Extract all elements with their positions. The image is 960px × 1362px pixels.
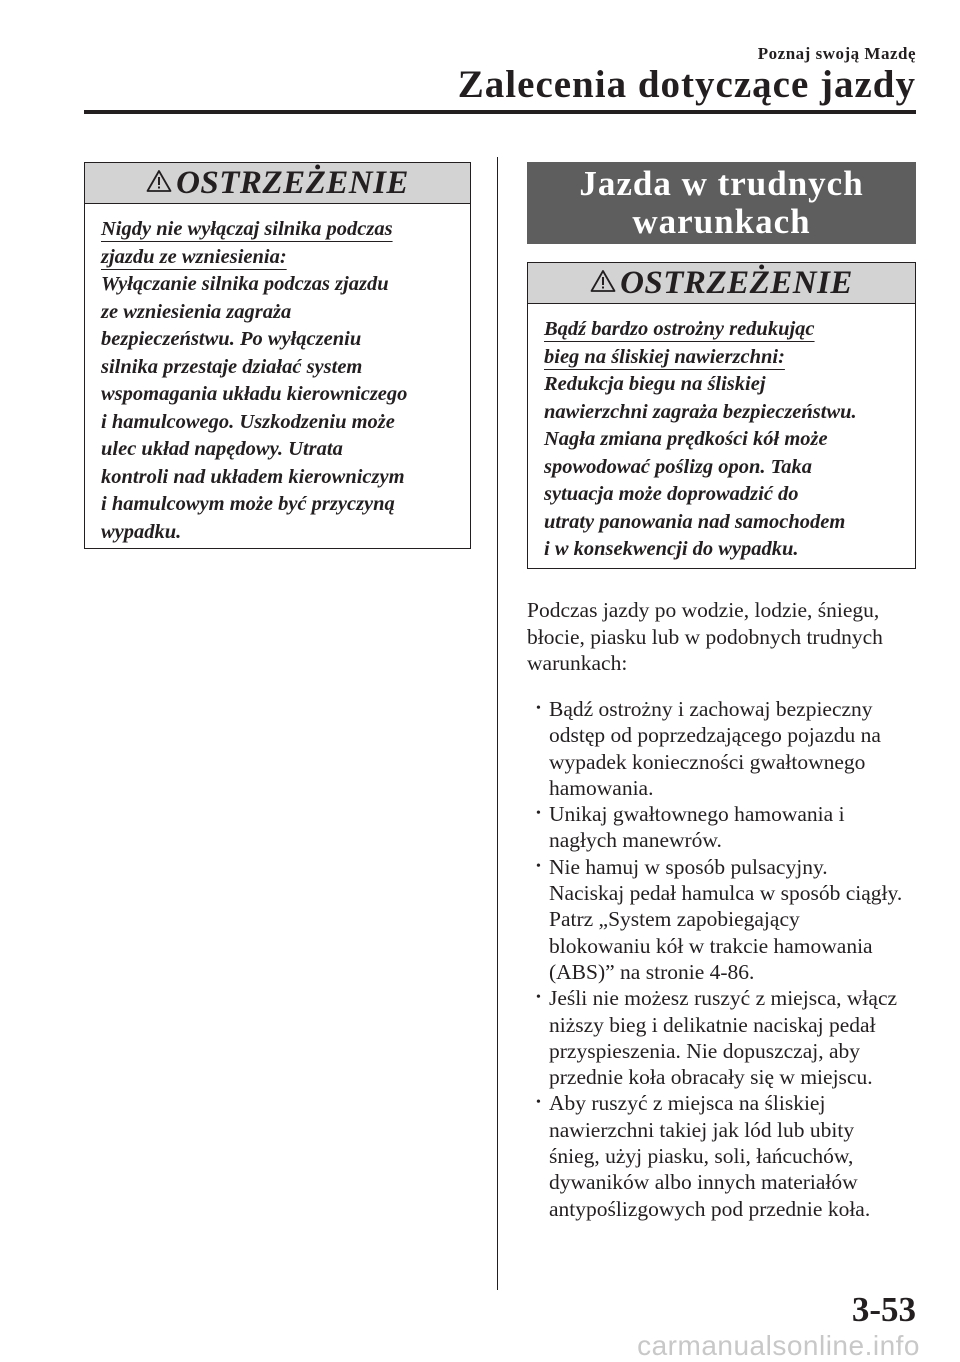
list-item-line: odstęp od poprzedzającego pojazdu na [549, 723, 881, 748]
warning-heading-line: Nigdy nie wyłączaj silnika podczas [101, 218, 393, 240]
list-item [527, 1090, 922, 1221]
list-item-line: antypoślizgowych pod przednie koła. [549, 1196, 871, 1221]
warning-text-line: utraty panowania nad samochodem [544, 510, 846, 533]
section-label: Poznaj swoją Mazdę [757, 44, 916, 63]
warning-text-line: spowodować poślizg opon. Taka [544, 455, 813, 478]
warning-body [85, 204, 470, 562]
list-item-line: przednie koła obracały się w miejscu. [549, 1065, 873, 1090]
warning-box-left [84, 162, 471, 549]
warning-header [85, 163, 470, 204]
list-item-line: wypadek konieczności gwałtownego [549, 749, 866, 774]
chapter-title: Zalecenia dotyczące jazdy [457, 63, 916, 106]
list-item [527, 696, 922, 801]
watermark: carmanualsonline.info [637, 1330, 920, 1361]
intro-paragraph [527, 597, 922, 677]
intro-line: Podczas jazdy po wodzie, lodzie, śniegu, [527, 598, 880, 622]
column-divider [497, 157, 498, 1290]
list-item-line: przyspieszenia. Nie dopuszczaj, aby [549, 1038, 861, 1063]
warning-text-line: i w konsekwencji do wypadku. [544, 538, 799, 560]
bullet-icon: • [536, 701, 541, 716]
warning-title: OSTRZEŻENIE [620, 264, 853, 301]
warning-text-line: silnika przestaje działać system [101, 355, 363, 378]
list-item-line: Patrz „System zapobiegający [549, 907, 800, 932]
warning-text-line: Nagła zmiana prędkości kół może [544, 428, 828, 450]
section-title-line: warunkach [632, 202, 811, 241]
warning-text-line: wypadku. [101, 520, 182, 543]
list-item-line: Unikaj gwałtownego hamowania i [549, 802, 845, 827]
list-item [527, 854, 922, 985]
list-item-line: niższy bieg i delikatnie naciskaj pedał [549, 1012, 876, 1037]
warning-title: OSTRZEŻENIE [176, 164, 409, 201]
warning-heading-line: bieg na śliskiej nawierzchni: [544, 345, 785, 368]
list-item-line: dywaników albo innych materiałów [549, 1170, 858, 1195]
warning-text-line: ulec układ napędowy. Utrata [101, 438, 343, 460]
intro-line: warunkach: [527, 651, 628, 675]
warning-heading-line: Bądź bardzo ostrożny redukując [544, 318, 815, 340]
list-item [527, 801, 922, 854]
page-number: 3-53 [851, 1290, 916, 1329]
list-item-line: Jeśli nie możesz ruszyć z miejsca, włącz [549, 986, 898, 1011]
warning-box-right [527, 262, 916, 569]
list-item-line: (ABS)” na stronie 4-86. [549, 959, 755, 984]
list-item-line: nagłych manewrów. [549, 828, 722, 853]
bullet-icon: • [536, 858, 541, 874]
warning-text-line: kontroli nad układem kierowniczym [101, 465, 405, 488]
section-title [527, 162, 916, 244]
warning-text-line: nawierzchni zagraża bezpieczeństwu. [544, 400, 857, 423]
bullet-icon: • [536, 806, 541, 822]
bullet-icon: • [536, 1095, 541, 1111]
warning-triangle-icon [146, 169, 172, 198]
warning-heading-line: zjazdu ze wzniesienia: [101, 245, 287, 268]
list-item-line: Bądź ostrożny i zachowaj bezpieczny [549, 697, 873, 721]
warning-text-line: i hamulcowym może być przyczyną [101, 493, 395, 515]
bullet-icon: • [536, 990, 541, 1006]
warning-text-line: Wyłączanie silnika podczas zjazdu [101, 273, 389, 295]
list-item-line: nawierzchni takiej jak lód lub ubity [549, 1117, 855, 1142]
list-item-line: hamowania. [549, 775, 654, 800]
intro-line: błocie, piasku lub w podobnych trudnych [527, 624, 883, 649]
list-item-line: śnieg, użyj piasku, soli, łańcuchów, [549, 1144, 854, 1169]
header-rule [84, 110, 916, 114]
warning-text-line: ze wzniesienia zagraża [101, 300, 292, 323]
section-title-line: Jazda w trudnych [579, 164, 864, 203]
list-item-line: Naciskaj pedał hamulca w sposób ciągły. [549, 881, 903, 906]
warning-triangle-icon [590, 269, 616, 298]
bullet-list [527, 696, 922, 1222]
warning-text-line: bezpieczeństwu. Po wyłączeniu [101, 328, 362, 350]
list-item [527, 985, 922, 1090]
warning-header [528, 263, 915, 304]
warning-text-line: sytuacja może doprowadzić do [544, 483, 799, 505]
warning-text-line: Redukcja biegu na śliskiej [544, 373, 766, 395]
list-item-line: Aby ruszyć z miejsca na śliskiej [549, 1091, 826, 1116]
list-item-line: blokowaniu kół w trakcie hamowania [549, 933, 873, 958]
warning-body [528, 304, 915, 580]
warning-text-line: wspomagania układu kierowniczego [101, 383, 408, 405]
warning-text-line: i hamulcowego. Uszkodzeniu może [101, 410, 395, 433]
list-item-line: Nie hamuj w sposób pulsacyjny. [549, 854, 828, 879]
